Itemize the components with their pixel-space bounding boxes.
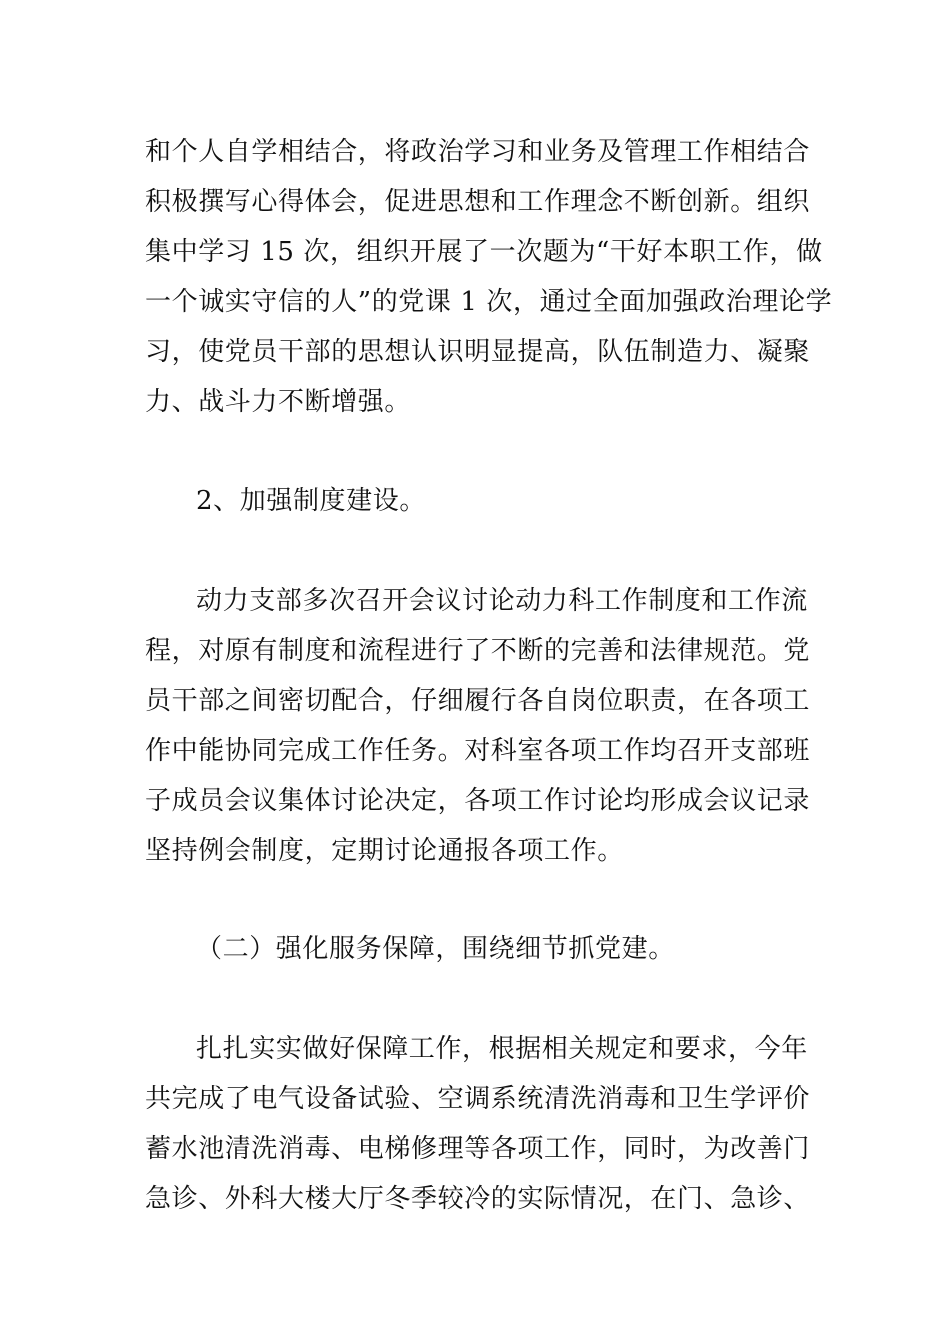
paragraph-1-line-6: 力、战斗力不断增强。 [145,387,412,417]
paragraph-1-line-2: 积极撰写心得体会，促进思想和工作理念不断创新。组织 [145,187,811,217]
section-heading-2: 2、加强制度建设。 [196,486,426,516]
paragraph-2-line-1: 动力支部多次召开会议讨论动力科工作制度和工作流 [196,586,808,616]
paragraph-1-line-4: 一个诚实守信的人”的党课 1 次，通过全面加强政治理论学 [145,287,833,317]
paragraph-1-line-1: 和个人自学相结合，将政治学习和业务及管理工作相结合 [145,137,811,167]
paragraph-1-line-5: 习，使党员干部的思想认识明显提高，队伍制造力、凝聚 [145,337,811,367]
paragraph-2-line-3: 员干部之间密切配合，仔细履行各自岗位职责，在各项工 [145,686,811,716]
paragraph-3-line-2: 共完成了电气设备试验、空调系统清洗消毒和卫生学评价 [145,1084,811,1114]
section-heading-3: （二）强化服务保障，围绕细节抓党建。 [196,934,675,964]
paragraph-1-line-3: 集中学习 15 次，组织开展了一次题为“干好本职工作，做 [145,237,823,267]
paragraph-2-line-6: 坚持例会制度，定期讨论通报各项工作。 [145,836,624,866]
paragraph-2-line-2: 程，对原有制度和流程进行了不断的完善和法律规范。党 [145,636,811,666]
paragraph-3-line-3: 蓄水池清洗消毒、电梯修理等各项工作，同时，为改善门 [145,1134,811,1164]
paragraph-2-line-4: 作中能协同完成工作任务。对科室各项工作均召开支部班 [145,736,811,766]
paragraph-3-line-4: 急诊、外科大楼大厅冬季较冷的实际情况，在门、急诊、 [145,1184,811,1214]
paragraph-3-line-1: 扎扎实实做好保障工作，根据相关规定和要求，今年 [196,1034,808,1064]
paragraph-2-line-5: 子成员会议集体讨论决定，各项工作讨论均形成会议记录 [145,786,811,816]
